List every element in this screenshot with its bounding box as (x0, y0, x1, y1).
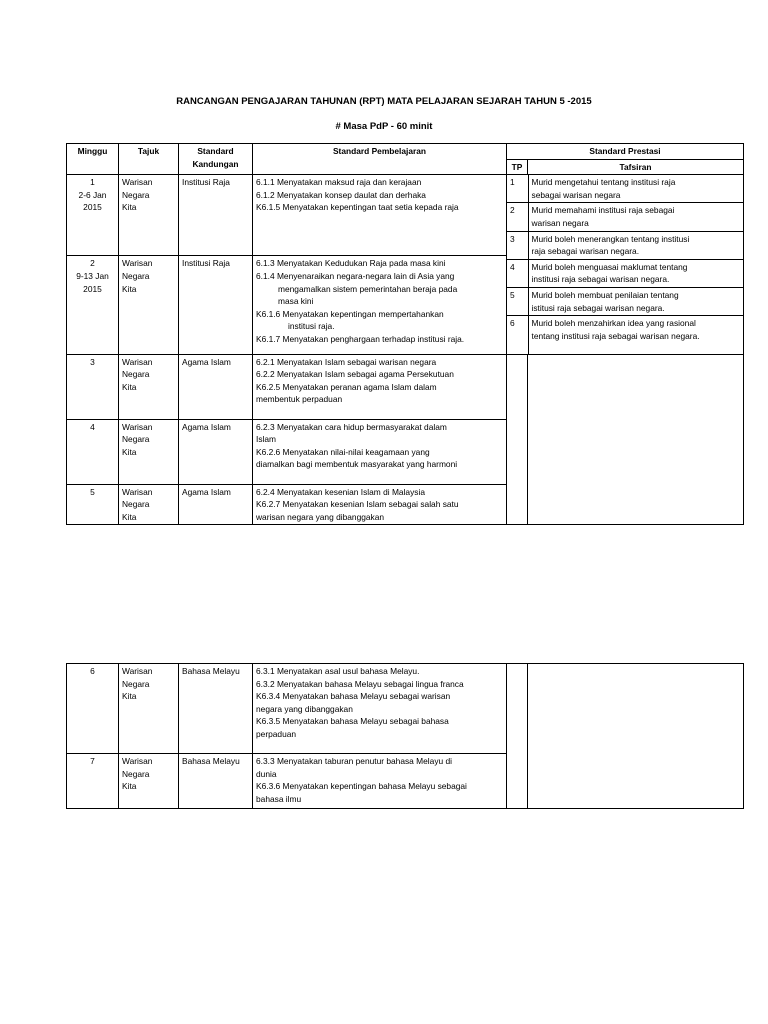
pembelajaran-cell: 6.3.3 Menyatakan taburan penutur bahasa Melayu di dunia K6.3.6 Menyatakan kepentingan bahasa Melayu sebagai bahasa ilmu (253, 754, 507, 809)
prestasi-item: 5 Murid boleh membuat penilaian tentang istitusi raja sebagai warisan negara. (507, 287, 743, 315)
kandungan-cell: Institusi Raja (179, 256, 253, 354)
header-standard-prestasi: Standard Prestasi (507, 144, 744, 160)
header-standard-kandungan: Standard Kandungan (179, 144, 253, 175)
header-tafsiran: Tafsiran (528, 159, 744, 175)
pembelajaran-cell: 6.2.1 Menyatakan Islam sebagai warisan negara 6.2.2 Menyatakan Islam sebagai agama Persekutuan K6.2.5 Menyatakan peranan agama Islam dalam membentuk perpaduan (253, 354, 507, 419)
pembelajaran-cell: 6.2.3 Menyatakan cara hidup bermasyarakat dalam Islam K6.2.6 Menyatakan nilai-nilai keagamaan yang diamalkan bagi membentuk masyarakat yang harmoni (253, 419, 507, 484)
header-minggu: Minggu (67, 144, 119, 175)
tajuk-cell: Warisan Negara Kita (119, 419, 179, 484)
pembelajaran-cell: 6.2.4 Menyatakan kesenian Islam di Malaysia K6.2.7 Menyatakan kesenian Islam sebagai salah satu warisan negara yang dibanggakan (253, 484, 507, 525)
minggu-cell: 1 2-6 Jan 2015 (67, 175, 119, 256)
kandungan-cell: Agama Islam (179, 484, 253, 525)
tajuk-cell: Warisan Negara Kita (119, 354, 179, 419)
rpt-table-page-2 (66, 663, 744, 809)
header-tp: TP (507, 159, 528, 175)
prestasi-empty-tafsiran (528, 354, 744, 525)
pembelajaran-cell: 6.1.3 Menyatakan Kedudukan Raja pada masa kini 6.1.4 Menyenaraikan negara-negara lain di Asia yang mengamalkan sistem pemerintahan beraja pada masa kini K6.1.6 Menyatakan kepentingan mempertahankan institusi raja. K6.1.7 Menyatakan penghargaan terhadap institusi raja. (253, 256, 507, 354)
prestasi-item: 3 Murid boleh menerangkan tentang institusi raja sebagai warisan negara. (507, 231, 743, 259)
prestasi-item: 4 Murid boleh menguasai maklumat tentang institusi raja sebagai warisan negara. (507, 259, 743, 287)
rpt-table-page-1 (66, 143, 744, 525)
kandungan-cell: Bahasa Melayu (179, 754, 253, 809)
kandungan-cell: Institusi Raja (179, 175, 253, 256)
tajuk-cell: Warisan Negara Kita (119, 754, 179, 809)
table-row (67, 175, 744, 256)
minggu-cell: 6 (67, 664, 119, 754)
prestasi-item: 6 Murid boleh menzahirkan idea yang rasional tentang institusi raja sebagai warisan negara. (507, 316, 743, 354)
prestasi-item: 2 Murid memahami institusi raja sebagai warisan negara (507, 203, 743, 231)
minggu-cell: 7 (67, 754, 119, 809)
header-tajuk: Tajuk (119, 144, 179, 175)
minggu-cell: 5 (67, 484, 119, 525)
prestasi-empty-tafsiran (528, 664, 744, 809)
pembelajaran-cell: 6.3.1 Menyatakan asal usul bahasa Melayu. 6.3.2 Menyatakan bahasa Melayu sebagai lingua franca K6.3.4 Menyatakan bahasa Melayu sebagai warisan negara yang dibanggakan K6.3.5 Menyatakan bahasa Melayu sebagai bahasa perpaduan (253, 664, 507, 754)
tajuk-cell: Warisan Negara Kita (119, 484, 179, 525)
kandungan-cell: Agama Islam (179, 354, 253, 419)
tajuk-cell: Warisan Negara Kita (119, 664, 179, 754)
prestasi-cell (507, 175, 744, 354)
tajuk-cell: Warisan Negara Kita (119, 256, 179, 354)
prestasi-empty-tp (507, 354, 528, 525)
table-row (67, 664, 744, 754)
prestasi-list (507, 175, 743, 353)
minggu-cell: 2 9-13 Jan 2015 (67, 256, 119, 354)
document-title: RANCANGAN PENGAJARAN TAHUNAN (RPT) MATA PELAJARAN SEJARAH TAHUN 5 -2015 (176, 96, 592, 107)
prestasi-item: 1 Murid mengetahui tentang institusi raja sebagai warisan negara (507, 175, 743, 203)
prestasi-empty-tp (507, 664, 528, 809)
kandungan-cell: Agama Islam (179, 419, 253, 484)
table-row (67, 354, 744, 419)
pembelajaran-cell: 6.1.1 Menyatakan maksud raja dan kerajaan 6.1.2 Menyatakan konsep daulat dan derhaka K6.1.5 Menyatakan kepentingan taat setia kepada raja (253, 175, 507, 256)
minggu-cell: 3 (67, 354, 119, 419)
minggu-cell: 4 (67, 419, 119, 484)
header-standard-pembelajaran: Standard Pembelajaran (253, 144, 507, 175)
document-subtitle: # Masa PdP - 60 minit (335, 121, 433, 132)
tajuk-cell: Warisan Negara Kita (119, 175, 179, 256)
kandungan-cell: Bahasa Melayu (179, 664, 253, 754)
